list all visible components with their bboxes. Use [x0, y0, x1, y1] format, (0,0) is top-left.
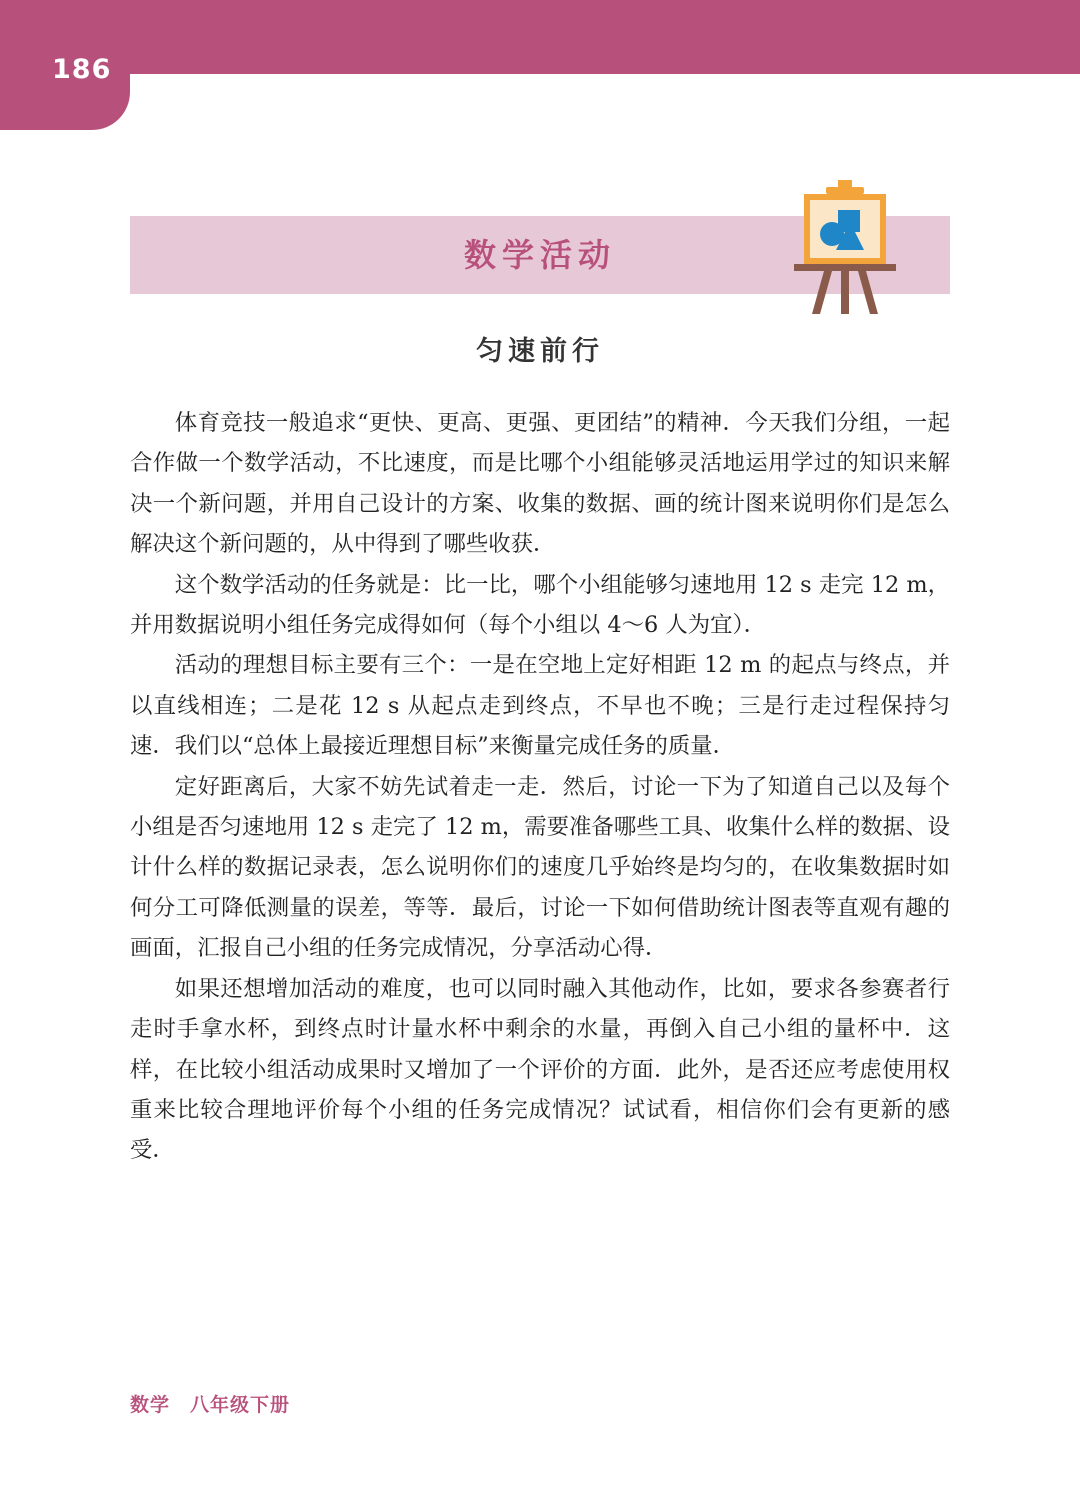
- section-title: 数学活动: [463, 236, 616, 274]
- paragraph-3: 活动的理想目标主要有三个：一是在空地上定好相距 12 m 的起点与终点，并以直线相连；二是花 12 s 从起点走到终点，不早也不晚；三是行走过程保持匀速．我们以“总体上最接近理想目标”来衡量完成任务的质量．: [130, 652, 950, 760]
- paragraph-5: 如果还想增加活动的难度，也可以同时融入其他动作，比如，要求各参赛者行走时手拿水杯，到终点时计量水杯中剩余的水量，再倒入自己小组的量杯中．这样，在比较小组活动成果时又增加了一个评价的方面．此外，是否还应考虑使用权重来比较合理地评价每个小组的任务完成情况？试试看，相信你们会有更新的感受．: [130, 975, 950, 1164]
- paragraph-1: 体育竞技一般追求“更快、更高、更强、更团结”的精神．今天我们分组，一起合作做一个数学活动，不比速度，而是比哪个小组能够灵活地运用学过的知识来解决一个新问题，并用自己设计的方案、收集的数据、画的统计图来说明你们是怎么解决这个新问题的，从中得到了哪些收获．: [130, 410, 950, 558]
- easel-icon: [790, 178, 900, 318]
- activity-title: 匀速前行: [476, 336, 604, 367]
- paragraph-4: 定好距离后，大家不妨先试着走一走．然后，讨论一下为了知道自己以及每个小组是否匀速地用 12 s 走完了 12 m，需要准备哪些工具、收集什么样的数据、设计什么样的数据记录表，怎么说明你们的速度几乎始终是均匀的，在收集数据时如何分工可降低测量的误差，等等．最后，讨论一下如何借助统计图表等直观有趣的画面，汇报自己小组的任务完成情况，分享活动心得．: [130, 773, 950, 962]
- body-text: [130, 403, 950, 1171]
- footer-label: 数学 八年级下册: [130, 1394, 291, 1416]
- page-number: 186: [52, 54, 112, 85]
- top-band: [0, 0, 1080, 74]
- paragraph-2: 这个数学活动的任务就是：比一比，哪个小组能够匀速地用 12 s 走完 12 m，并用数据说明小组任务完成得如何（每个小组以 4～6 人为宜）．: [130, 571, 950, 639]
